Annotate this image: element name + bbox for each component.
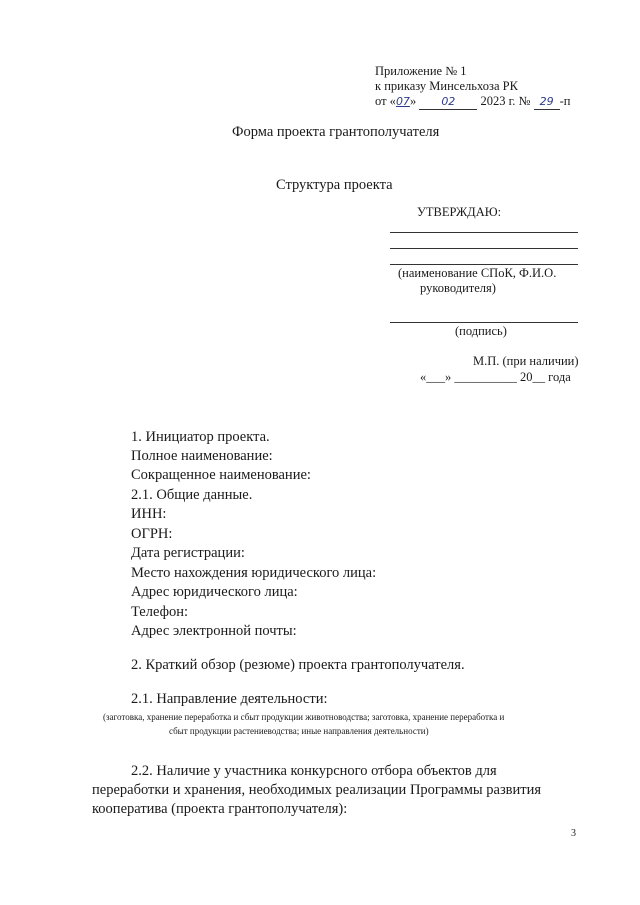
order-suffix: -п (559, 94, 571, 108)
date-mid: » (409, 94, 420, 108)
section-2-2-line2: переработки и хранения, необходимых реализации Программы развития (92, 782, 542, 798)
order-reference: к приказу Минсельхоза РК (375, 79, 518, 93)
short-name-field: Сокращенное наименование: (131, 467, 311, 483)
location-field: Место нахождения юридического лица: (131, 565, 377, 581)
ogrn-field: ОГРН: (131, 526, 173, 542)
form-title: Форма проекта грантополучателя (232, 124, 440, 140)
appendix-label: Приложение № 1 (375, 64, 467, 78)
approval-line-1 (390, 232, 578, 233)
stamp-note: М.П. (при наличии) (473, 354, 579, 368)
email-field: Адрес электронной почты: (131, 623, 297, 639)
inn-field: ИНН: (131, 506, 167, 522)
direction-note-line2: сбыт продукции растениеводства; иные направления деятельности) (169, 726, 429, 736)
section-2-2-line1: 2.2. Наличие у участника конкурсного отбора объектов для (131, 763, 497, 779)
date-prefix: от « (375, 94, 396, 108)
order-date-line (375, 94, 570, 110)
section-1-heading: 1. Инициатор проекта. (131, 429, 270, 445)
order-month: 02 (441, 95, 456, 108)
page-number: 3 (571, 828, 576, 839)
approval-title: УТВЕРЖДАЮ: (417, 205, 502, 219)
order-day: 07 (395, 95, 410, 108)
full-name-field: Полное наименование: (131, 448, 273, 464)
name-caption-line1: (наименование СПоК, Ф.И.О. (398, 266, 557, 280)
section-2-1-general: 2.1. Общие данные. (131, 487, 253, 503)
year-and-number-label: 2023 г. № (477, 94, 534, 108)
order-number-field (534, 94, 560, 110)
address-field: Адрес юридического лица: (131, 584, 298, 600)
section-2-1-direction: 2.1. Направление деятельности: (131, 691, 328, 707)
order-number: 29 (539, 95, 554, 108)
approval-line-3 (390, 264, 578, 265)
section-2-2-line3: кооператива (проекта грантополучателя): (92, 801, 348, 817)
structure-title: Структура проекта (276, 177, 393, 193)
signature-line (390, 322, 578, 323)
direction-note-line1: (заготовка, хранение переработка и сбыт продукции животноводства; заготовка, хранение переработка и (103, 712, 505, 722)
approval-date-line: «___» __________ 20__ года (420, 370, 571, 384)
order-month-field (419, 94, 477, 110)
phone-field: Телефон: (131, 604, 189, 620)
reg-date-field: Дата регистрации: (131, 545, 245, 561)
signature-caption: (подпись) (455, 324, 507, 338)
name-caption-line2: руководителя) (420, 281, 496, 295)
approval-line-2 (390, 248, 578, 249)
section-2-heading: 2. Краткий обзор (резюме) проекта грантополучателя. (131, 657, 465, 673)
